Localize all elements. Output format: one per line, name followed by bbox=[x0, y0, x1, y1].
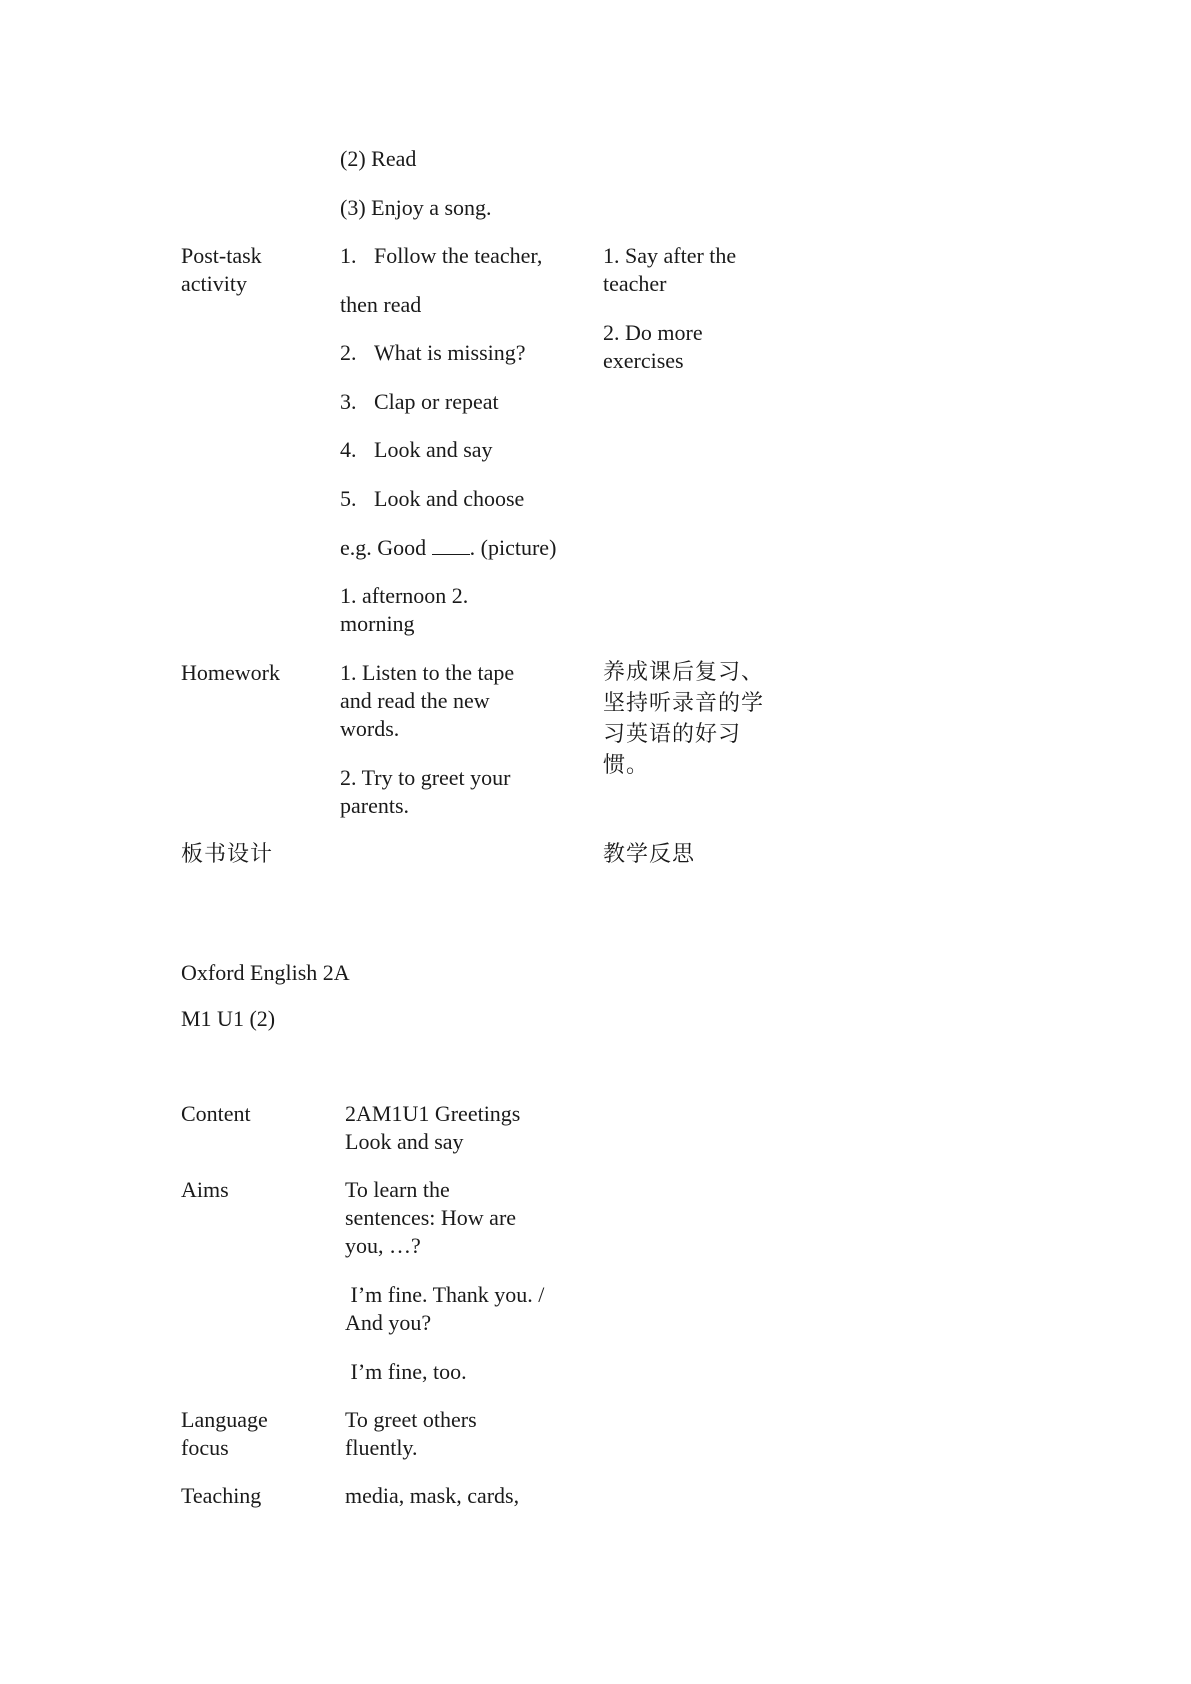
homework-item1-line1: 1. Listen to the tape bbox=[340, 660, 515, 685]
example-options-line2: morning bbox=[340, 611, 415, 636]
activity-item bbox=[340, 436, 493, 464]
purpose-1-line1: 1. Say after the bbox=[603, 243, 737, 268]
content-label: Content bbox=[181, 1101, 251, 1126]
while-task-item-song: (3) Enjoy a song. bbox=[340, 195, 492, 220]
language-focus-label-line2: focus bbox=[181, 1435, 229, 1460]
activity-number: 5. bbox=[340, 486, 357, 511]
post-task-label-line2: activity bbox=[181, 271, 247, 296]
example-prefix: e.g. Good bbox=[340, 535, 427, 560]
activity-item bbox=[340, 339, 526, 367]
reflection-label: 教学反思 bbox=[603, 842, 696, 867]
homework-item2-line1: 2. Try to greet your bbox=[340, 765, 511, 790]
aims-line4: I’m fine. Thank you. / bbox=[345, 1282, 545, 1307]
content-value-line1: 2AM1U1 Greetings bbox=[345, 1101, 521, 1126]
homework-item2-line2: parents. bbox=[340, 793, 410, 818]
activity-number: 4. bbox=[340, 437, 357, 462]
homework-purpose-line1: 养成课后复习、 bbox=[603, 660, 765, 685]
homework-purpose-line3: 习英语的好习 bbox=[603, 722, 742, 747]
language-focus-label-line1: Language bbox=[181, 1407, 268, 1432]
activity-number: 2. bbox=[340, 340, 357, 365]
purpose-1-line2: teacher bbox=[603, 271, 667, 296]
teaching-label: Teaching bbox=[181, 1483, 262, 1508]
book-title: Oxford English 2A bbox=[181, 960, 350, 985]
homework-item1-line2: and read the new bbox=[340, 688, 490, 713]
activity-text: Clap or repeat bbox=[374, 389, 499, 414]
fill-in-blank bbox=[432, 536, 470, 555]
post-task-label-line1: Post-task bbox=[181, 243, 262, 268]
while-task-item-read: (2) Read bbox=[340, 146, 417, 171]
activity-text: Look and choose bbox=[374, 486, 525, 511]
aims-line3: you, …? bbox=[345, 1233, 421, 1258]
content-value-line2: Look and say bbox=[345, 1129, 464, 1154]
aims-label: Aims bbox=[181, 1177, 229, 1202]
aims-line2: sentences: How are bbox=[345, 1205, 517, 1230]
homework-label: Homework bbox=[181, 660, 280, 685]
activity-item bbox=[340, 388, 499, 416]
activity-item bbox=[340, 291, 421, 319]
aims-line1: To learn the bbox=[345, 1177, 450, 1202]
example-sentence bbox=[340, 534, 556, 562]
board-design-label: 板书设计 bbox=[181, 842, 274, 867]
activity-text: Look and say bbox=[374, 437, 493, 462]
homework-item1-line3: words. bbox=[340, 716, 400, 741]
activity-number: 1. bbox=[340, 243, 357, 268]
purpose-2-line1: 2. Do more bbox=[603, 320, 703, 345]
aims-line5: And you? bbox=[345, 1310, 432, 1335]
aims-line6: I’m fine, too. bbox=[345, 1359, 467, 1384]
language-focus-line2: fluently. bbox=[345, 1435, 418, 1460]
unit-title: M1 U1 (2) bbox=[181, 1006, 276, 1031]
activity-number: 3. bbox=[340, 389, 357, 414]
purpose-2-line2: exercises bbox=[603, 348, 684, 373]
homework-purpose-line2: 坚持听录音的学 bbox=[603, 691, 765, 716]
activity-item bbox=[340, 242, 542, 270]
activity-text: What is missing? bbox=[374, 340, 526, 365]
example-suffix: . (picture) bbox=[469, 535, 557, 560]
language-focus-line1: To greet others bbox=[345, 1407, 477, 1432]
activity-text: Follow the teacher, bbox=[374, 243, 543, 268]
homework-purpose-line4: 惯。 bbox=[603, 753, 650, 778]
example-options-line1: 1. afternoon 2. bbox=[340, 583, 469, 608]
teaching-value: media, mask, cards, bbox=[345, 1483, 520, 1508]
activity-text: then read bbox=[340, 292, 422, 317]
activity-item bbox=[340, 485, 524, 513]
